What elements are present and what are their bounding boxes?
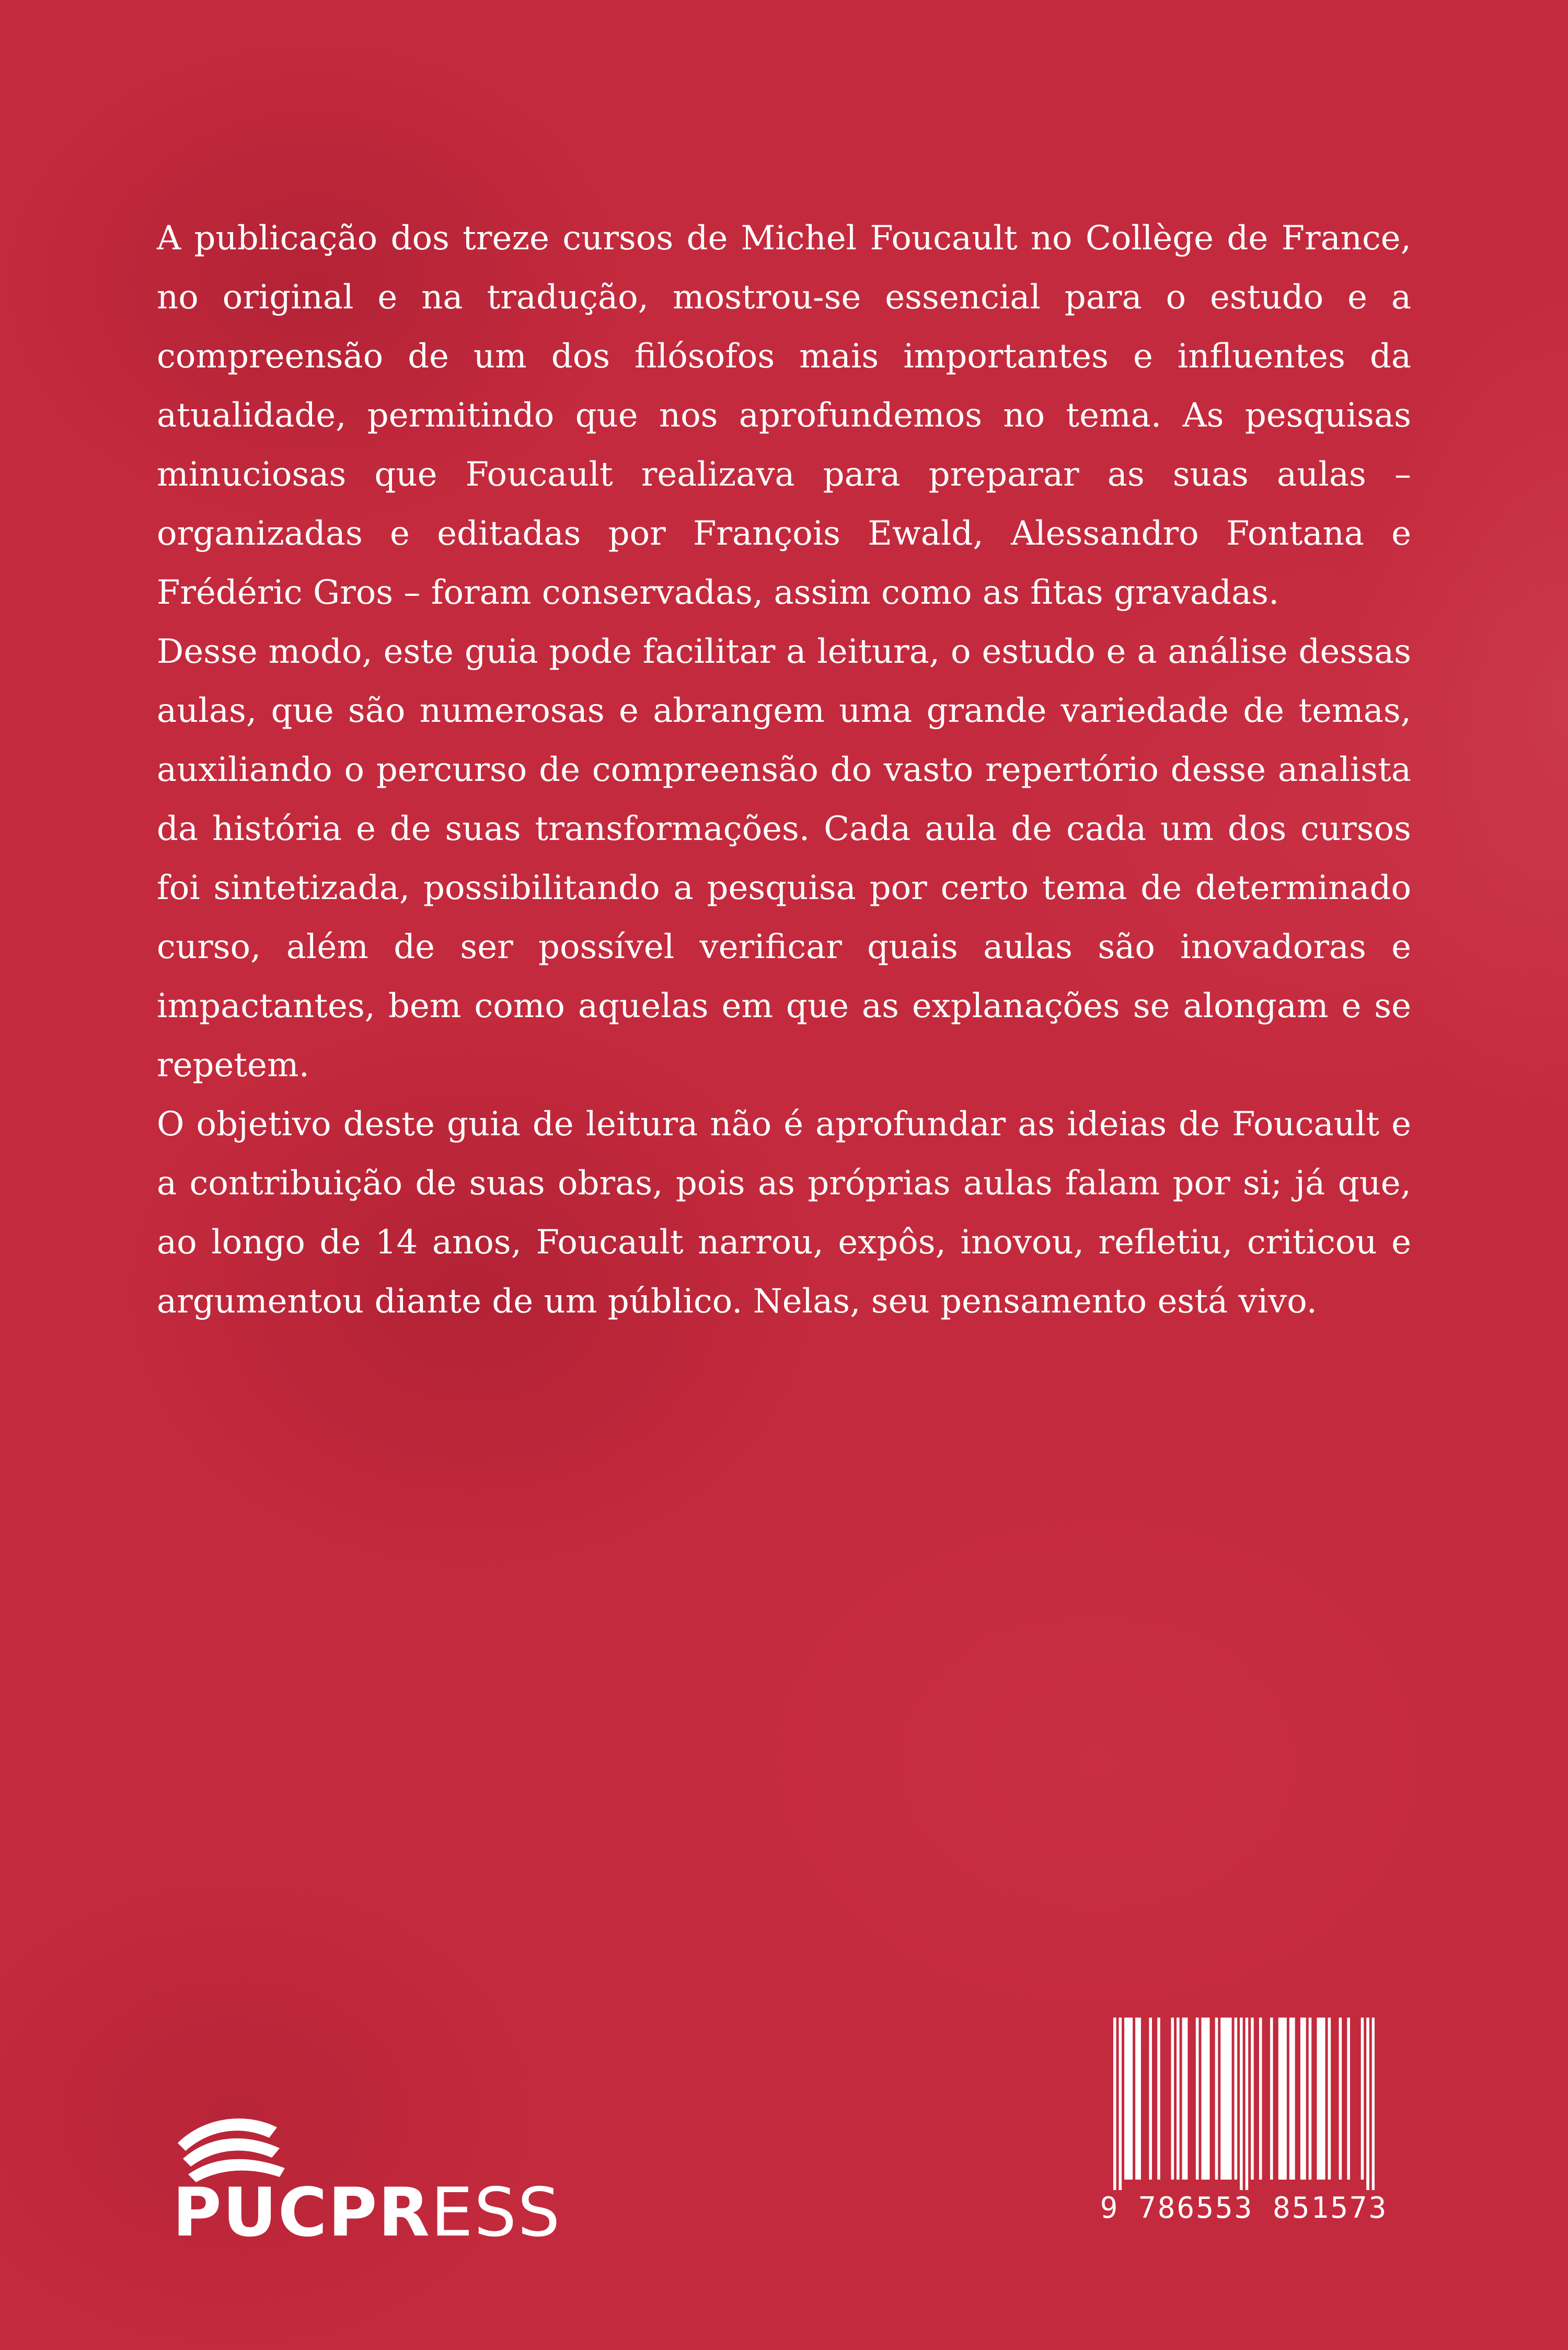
barcode-bar <box>1215 2018 1218 2180</box>
barcode-bar <box>1300 2018 1304 2180</box>
barcode-bar <box>1135 2018 1138 2180</box>
barcode-bar <box>1366 2018 1369 2190</box>
blurb-paragraph-2: Desse modo, este guia pode facilitar a leitura, o estudo e a análise dessas aulas, que são numerosas e abrangem uma grande variedade de temas, auxiliando o percurso de compreensão do vasto repertório desse analista da história e de suas transformações. Cada aula de cada um dos cursos foi sintetizada, possibilitando a pesquisa por certo tema de determinado curso, além de ser possível verificar quais aulas são inovadoras e impactantes, bem como aquelas em que as explanações se alongam e se repetem. <box>157 632 1411 1085</box>
barcode-bar <box>1113 2018 1116 2190</box>
barcode-bar <box>1317 2018 1320 2180</box>
isbn-digits: 9 786553 851573 <box>1100 2191 1388 2225</box>
barcode-bar <box>1226 2018 1229 2180</box>
barcode-bar <box>1240 2018 1243 2190</box>
book-wave-logo-icon <box>172 2106 293 2185</box>
barcode-bar <box>1259 2018 1262 2180</box>
barcode-bar <box>1157 2018 1160 2180</box>
blurb-paragraph-3: O objetivo deste guia de leitura não é aprofundar as ideias de Foucault e a contribuição de suas obras, pois as próprias aulas falam por si; já que, ao longo de 14 anos, Foucault narrou, expôs, inovou, refletiu, criticou e argumentou diante de um público. Nelas, seu pensamento está vivo. <box>157 1105 1411 1321</box>
barcode-bar <box>1320 2018 1323 2180</box>
barcode-bars <box>1113 2018 1375 2190</box>
publisher-name-light: ESS <box>431 2174 561 2252</box>
barcode-bar <box>1246 2018 1249 2190</box>
publisher-logo <box>172 2106 561 2252</box>
publisher-name-strong: PUCPR <box>172 2174 431 2252</box>
barcode-bar <box>1270 2018 1273 2180</box>
barcode-bar <box>1224 2018 1227 2180</box>
barcode-bar <box>1171 2018 1174 2180</box>
isbn-barcode <box>1098 2012 1390 2242</box>
barcode-bar <box>1284 2018 1287 2180</box>
barcode-bar <box>1361 2018 1364 2180</box>
barcode-bar <box>1303 2018 1306 2180</box>
barcode-bar <box>1289 2018 1293 2180</box>
barcode-bar <box>1229 2018 1232 2180</box>
barcode-bar <box>1204 2018 1207 2180</box>
barcode-bar <box>1130 2018 1133 2180</box>
barcode-bar <box>1127 2018 1130 2180</box>
barcode-bar <box>1322 2018 1325 2180</box>
barcode-bar <box>1149 2018 1152 2180</box>
barcode-bar <box>1182 2018 1185 2180</box>
barcode-bar <box>1201 2018 1204 2180</box>
barcode-bar <box>1292 2018 1295 2180</box>
barcode-bar <box>1281 2018 1284 2180</box>
barcode-bar <box>1372 2018 1375 2190</box>
barcode-bar <box>1185 2018 1188 2180</box>
barcode-bar <box>1119 2018 1122 2190</box>
barcode-bar <box>1124 2018 1127 2180</box>
blurb-paragraph-1: A publicação dos treze cursos de Michel Foucault no Collège de France, no original e na tradução, mostrou-se essencial para o estudo e a compreensão de um dos filósofos mais importantes e influentes da atualidade, permitindo que nos aprofundemos no tema. As pesquisas minuciosas que Foucault realizava para preparar as suas aulas – organizadas e editadas por François Ewald, Alessandro Fontana e Frédéric Gros – foram conservadas, assim como as fitas gravadas. <box>157 219 1411 612</box>
barcode-bar <box>1235 2018 1238 2180</box>
barcode-bar <box>1309 2018 1312 2180</box>
barcode-bar <box>1251 2018 1254 2180</box>
barcode-bar <box>1138 2018 1141 2180</box>
publisher-name <box>172 2174 561 2252</box>
barcode-bar <box>1347 2018 1350 2180</box>
barcode-bar <box>1196 2018 1199 2180</box>
barcode-bar <box>1220 2018 1224 2180</box>
barcode-bar <box>1177 2018 1180 2180</box>
back-cover-blurb <box>157 209 1411 1331</box>
barcode-bar <box>1207 2018 1210 2180</box>
barcode-bar <box>1328 2018 1331 2180</box>
barcode-bar <box>1278 2018 1282 2180</box>
barcode-bar <box>1339 2018 1342 2180</box>
